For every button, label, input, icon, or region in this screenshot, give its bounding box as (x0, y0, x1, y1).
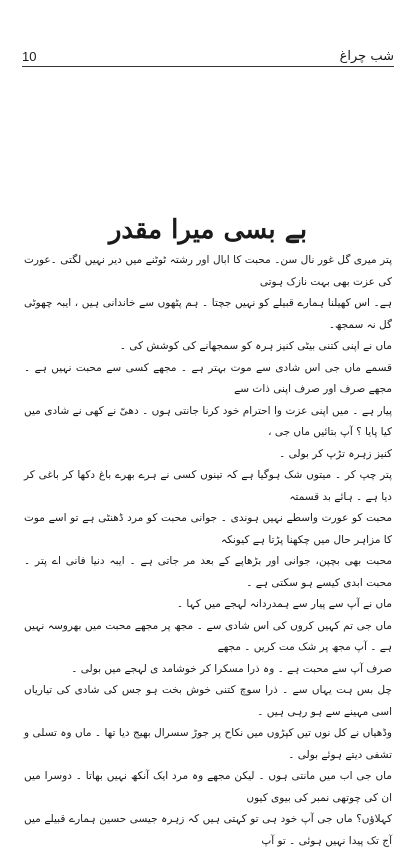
text-line: پتر چپ کر ۔ میتوں شک ہوگیا ہے کہ تینوں کسی نے ہرے بھرے باغ دکھا کر باغی کر دیا ہے ۔ ہائے بد قسمتہ (24, 469, 392, 503)
text-line: محبت کو عورت واسطے نہیں ہوندی ۔ جوانی محبت کو مرد ڈھنٹی ہے تو اسے موت کا مزاہر حال میں چکھنا پڑتا ہے کیونکہ (24, 512, 392, 546)
text-line: کنیز زہرہ تڑپ کر بولی ۔ (279, 447, 392, 460)
text-line: پیار ہے ۔ میں اپنی عزت وا احترام خود کرنا جانتی ہوں ۔ دھیّ نے کھی نے شادی میں کیا پایا ؟ آپ بتائیں ماں جی ، (24, 404, 392, 438)
header-rule (22, 66, 394, 67)
text-line: ماں جی اب میں مانتی ہوں ۔ لیکن مجھے وہ مرد ایک آنکھ نہیں بھاتا ۔ دوسرا میں ان کی چوتھی نمبر کی بیوی کیوں (24, 770, 392, 804)
text-line: چل بس ہت یہاں سے ۔ ذرا سوچ کتنی خوش بخت ہو جس کی شادی کی تیاریاں اسی مہینے سے ہو رہی ہیں ۔ (24, 684, 392, 718)
chapter-title: بے بسی میرا مقدر (108, 215, 308, 246)
body-text (24, 250, 392, 852)
text-line: قسمے ماں جی اس شادی سے موت بہتر ہے ۔ مجھے کسی سے محبت نہیں ہے ۔ مجھے صرف اور صرف اپنی ذات سے (24, 361, 392, 395)
text-line: کہلاؤں؟ ماں جی آپ خود ہی تو کہتی ہیں کہ زہرہ جیسی حسین ہمارے قبیلے میں آج تک پیدا نہیں ہوئی ۔ تو آپ (24, 813, 392, 847)
page-number: 10 (22, 49, 37, 64)
text-line: وڈھیاں نے کل نوں تیں کپڑوں میں نکاح پر جوڑ سسرال بھیج دیا تھا ۔ ماں وہ تسلی و تشفی دیتے ہوئے بولی ۔ (24, 727, 392, 761)
text-line: ماں نے اپنی کتنی بیٹی کنیز ہرہ کو سمجھانے کی کوشش کی ۔ (119, 340, 392, 352)
text-line: پتر میری گل غور نال سن۔ محبت کا ابال اور رشتہ ٹوٹنے میں دیر نہیں لگتی ۔عورت کی عزت بھی بہت نازک ہوتی (24, 254, 392, 288)
text-line: ماں جی تم کہیں کروں کی اس شادی سے ۔ مجھ پر مجھے محبت میں بھروسہ نہیں ہے ۔ آپ مجھ پر شک مت کریں ۔ مجھے (24, 619, 392, 653)
text-line: صرف آپ سے محبت ہے ۔ وہ ذرا مسکرا کر خوشامد ی لہجے میں بولی ۔ (71, 662, 392, 675)
text-line: ہے۔ اس کھیلنا ہمارے قبیلے کو نہیں جچتا ۔ ہم پٹھوں سے خاندانی ہیں ، ایبہ چھوٹی گل نہ سمجھ۔ (24, 297, 392, 331)
text-line: محبت بھی بچپن، جوانی اور بڑھاپے کے بعد مر جاتی ہے ۔ ایبہ دنیا فانی اے پتر ۔ محبت ابدی کیسے ہو سکتی ہے ۔ (24, 555, 392, 589)
page-header (22, 40, 394, 64)
text-line: ماں نے آپ سے پیار سے ہمدردانہ لہجے میں کہا ۔ (176, 598, 392, 610)
running-title: شب چراغ (339, 49, 394, 64)
